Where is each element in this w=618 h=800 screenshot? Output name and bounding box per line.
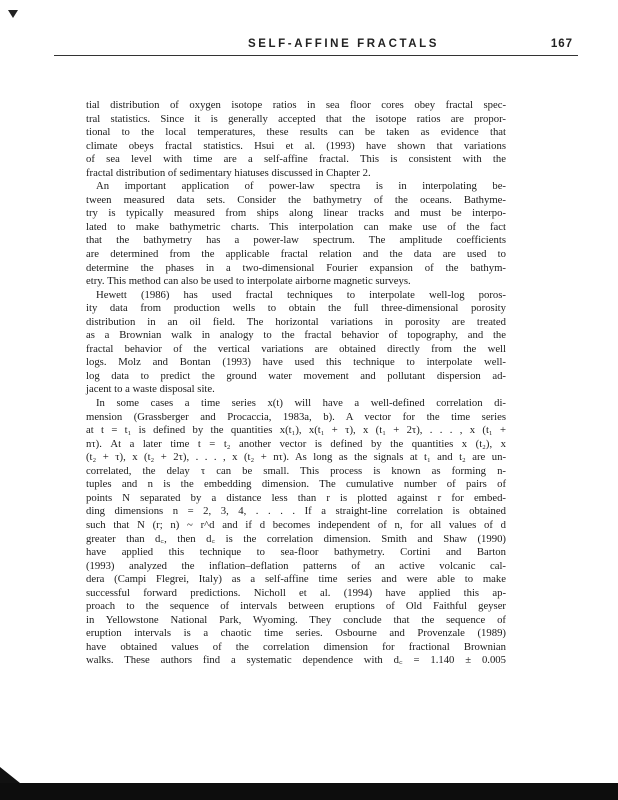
header-rule	[54, 55, 578, 56]
text-line: tuples and n is the embedding dimension. The cumulative number of pairs of	[86, 478, 506, 491]
text-line: in Yellowstone National Park, Wyoming. They conclude that the sequence of	[86, 613, 506, 626]
text-line: jacent to a waste disposal site.	[86, 383, 215, 396]
text-line: lated to make bathymetric charts. This interpolation can make use of the fact	[86, 220, 506, 233]
text-line: nτ). At a later time t = t₂ another vector is defined by the quantities x (t₂), x	[86, 437, 506, 450]
text-line: as a Brownian walk in analogy to the fractal behavior of topography, and the	[86, 329, 506, 342]
text-line: tional to the local temperatures, these results can be taken as evidence that	[86, 126, 506, 139]
text-line: eruption intervals is a chaotic time series. Osbourne and Provenzale (1989)	[86, 627, 506, 640]
text-line: are determined from the applicable fractal relation and the data are used to	[86, 248, 506, 261]
text-line: Hewett (1986) has used fractal techniques to interpolate well-log poros-	[96, 288, 506, 301]
text-line: points N separated by a distance less than r is plotted against r for embed-	[86, 491, 506, 504]
scan-corner-mark	[8, 10, 18, 18]
text-line: walks. These authors find a systematic dependence with d꜀ = 1.140 ± 0.005	[86, 654, 506, 667]
text-line: (1993) analyzed the inflation–deflation patterns of an active volcanic cal-	[86, 559, 506, 572]
text-line: such that N (r; n) ~ r^d and if d becomes independent of n, for all values of d	[86, 518, 506, 531]
text-line: ity data from production wells to obtain the full three-dimensional porosity	[86, 302, 506, 315]
text-line: have obtained values of the correlation dimension for fractional Brownian	[86, 640, 506, 653]
text-line: distribution in an oil field. The horizontal variations in porosity are treated	[86, 315, 506, 328]
text-line: climate obeys fractal statistics. Hsui et al. (1993) have shown that variations	[86, 139, 506, 152]
text-line: proach to the sequence of intervals between eruptions of Old Faithful geyser	[86, 600, 506, 613]
text-line: In some cases a time series x(t) will have a well-defined correlation di-	[96, 397, 506, 410]
text-line: greater than d꜀, then d꜀ is the correlation dimension. Smith and Shaw (1990)	[86, 532, 506, 545]
text-line: (t₂ + τ), x (t₂ + 2τ), . . . , x (t₂ + nτ). As long as the signals at t₁ and t₂ are un-	[86, 451, 506, 464]
scan-bottom-edge	[0, 783, 618, 800]
text-line: mension (Grassberger and Procaccia, 1983a, b). A vector for the time series	[86, 410, 506, 423]
text-line: fractal distribution of sedimentary hiatuses discussed in Chapter 2.	[86, 166, 371, 179]
text-line: dera (Campi Flegrei, Italy) as a self-affine time series and were able to make	[86, 573, 506, 586]
text-line: of sea level with time are a self-affine fractal. This is consistent with the	[86, 153, 506, 166]
text-line: have applied this technique to sea-floor bathymetry. Cortini and Barton	[86, 546, 506, 559]
text-line: try is typically measured from ships along linear tracks and must be interpo-	[86, 207, 506, 220]
text-line: successful forward predictions. Nicholl et al. (1994) have applied this ap-	[86, 586, 506, 599]
text-line: tween measured data sets. Consider the bathymetry of the oceans. Bathyme-	[86, 193, 506, 206]
page-number: 167	[550, 38, 573, 50]
text-line: tral statistics. Since it is generally accepted that the isotope ratios are propor-	[86, 112, 506, 125]
text-line: log data to predict the ground water movement and pollutant dispersion ad-	[86, 369, 506, 382]
running-title: SELF-AFFINE FRACTALS	[248, 38, 440, 50]
text-line: fractal behavior of the vertical variations are obtained directly from the well	[86, 342, 506, 355]
text-line: An important application of power-law spectra is in interpolating be-	[96, 180, 506, 193]
text-line: ding dimensions n = 2, 3, 4, . . . . If a straight-line correlation is obtained	[86, 505, 506, 518]
text-line: logs. Molz and Bontan (1993) have used this technique to interpolate well-	[86, 356, 506, 369]
text-line: tial distribution of oxygen isotope ratios in sea floor cores obey fractal spec-	[86, 99, 506, 111]
scan-edge-notch	[0, 767, 20, 783]
text-line: correlated, the delay τ can be small. This process is known as forming n-	[86, 464, 506, 477]
text-line: etry. This method can also be used to interpolate airborne magnetic surveys.	[86, 275, 411, 288]
body-text	[86, 99, 506, 668]
text-line: at t = t₁ is defined by the quantities x(t₁), x(t₁ + τ), x (t₁ + 2τ), . . . , x (t₁ +	[86, 424, 506, 437]
text-line: that the bathymetry has a power-law spectrum. The amplitude coefficients	[86, 234, 506, 247]
text-line: determine the phases in a two-dimensional Fourier expansion of the bathym-	[86, 261, 506, 274]
